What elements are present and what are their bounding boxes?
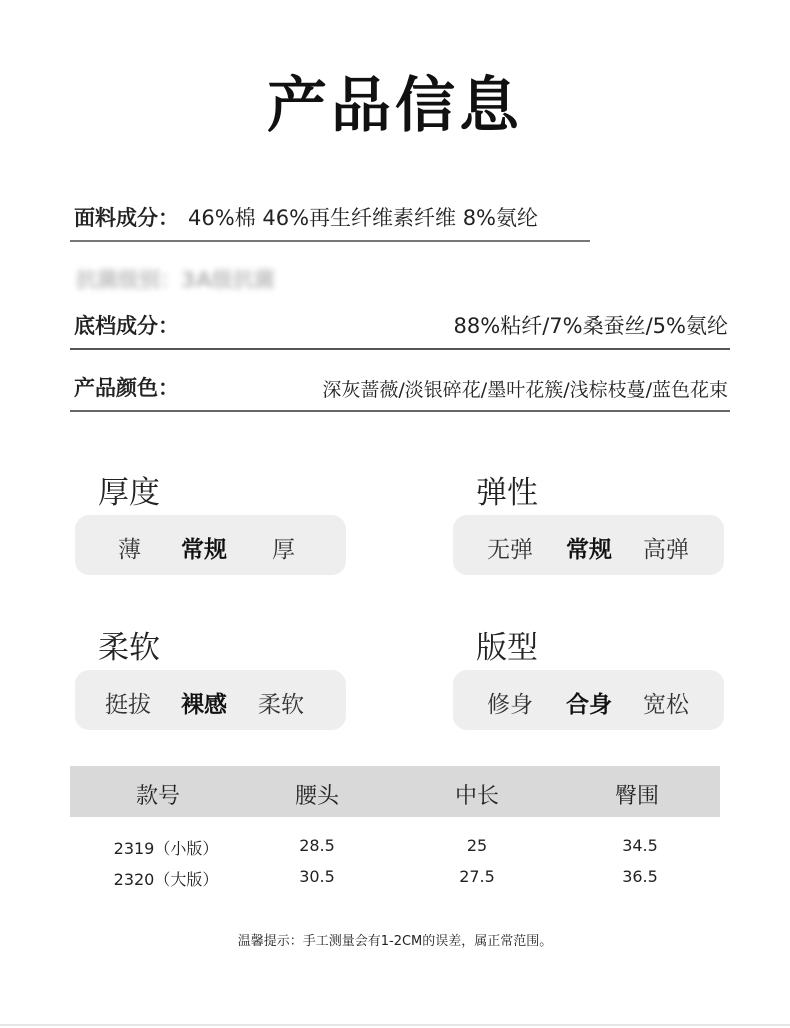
size-table-header [70,766,720,817]
cell-mid-length: 25 [466,836,488,855]
header-waist: 腰头 [294,784,340,809]
fit-option-loose: 宽松 [643,692,689,718]
elasticity-option-regular: 常规 [566,537,612,563]
fabric-value: 46%棉 46%再生纤维素纤维 8%氨纶 [188,206,539,230]
header-style-no: 款号 [135,784,181,809]
divider [0,1024,790,1026]
thickness-option-regular: 常规 [181,537,227,563]
product-color-row [70,372,730,412]
fit-heading: 版型 [476,630,538,666]
fit-option-slim: 修身 [487,692,533,718]
cell-style: 2319（小版） [113,839,219,858]
softness-heading: 柔软 [98,630,160,666]
softness-option-soft: 柔软 [258,692,304,718]
fit-option-regular: 合身 [566,692,612,718]
fabric-composition-row [70,202,590,242]
thickness-option-thick: 厚 [272,537,295,563]
elasticity-option-high: 高弹 [643,537,689,563]
header-mid-length: 中长 [454,784,500,809]
softness-option-bare: 裸感 [181,692,227,718]
elasticity-heading: 弹性 [476,475,538,511]
cell-waist: 30.5 [299,867,335,886]
color-value: 深灰蔷薇/淡银碎花/墨叶花簇/浅棕枝蔓/蓝色花束 [322,379,728,401]
cell-waist: 28.5 [299,836,335,855]
fabric-label: 面料成分： [74,206,179,230]
cell-mid-length: 27.5 [459,867,495,886]
elasticity-option-none: 无弹 [487,537,533,563]
cell-hip: 34.5 [622,836,658,855]
crotch-value: 88%粘纤/7%桑蚕丝/5%氨纶 [453,314,728,338]
crotch-label: 底档成分： [74,314,179,338]
page-title: 产品信息 [267,71,523,141]
cell-hip: 36.5 [622,867,658,886]
thickness-heading: 厚度 [98,475,160,511]
thickness-option-thin: 薄 [118,537,141,563]
elasticity-scale [453,515,724,575]
softness-option-crisp: 挺拔 [105,692,151,718]
measurement-note: 温馨提示：手工测量会有1-2CM的误差，属正常范围。 [237,934,553,949]
crotch-composition-row [70,310,730,350]
fit-scale [453,670,724,730]
thickness-scale [75,515,346,575]
blurred-text: 抗菌级别：3A级抗菌 [76,268,275,292]
header-hip: 臀围 [614,784,660,809]
cell-style: 2320（大版） [113,870,219,889]
blurred-row [70,260,310,300]
color-label: 产品颜色： [74,376,179,400]
softness-scale [75,670,346,730]
